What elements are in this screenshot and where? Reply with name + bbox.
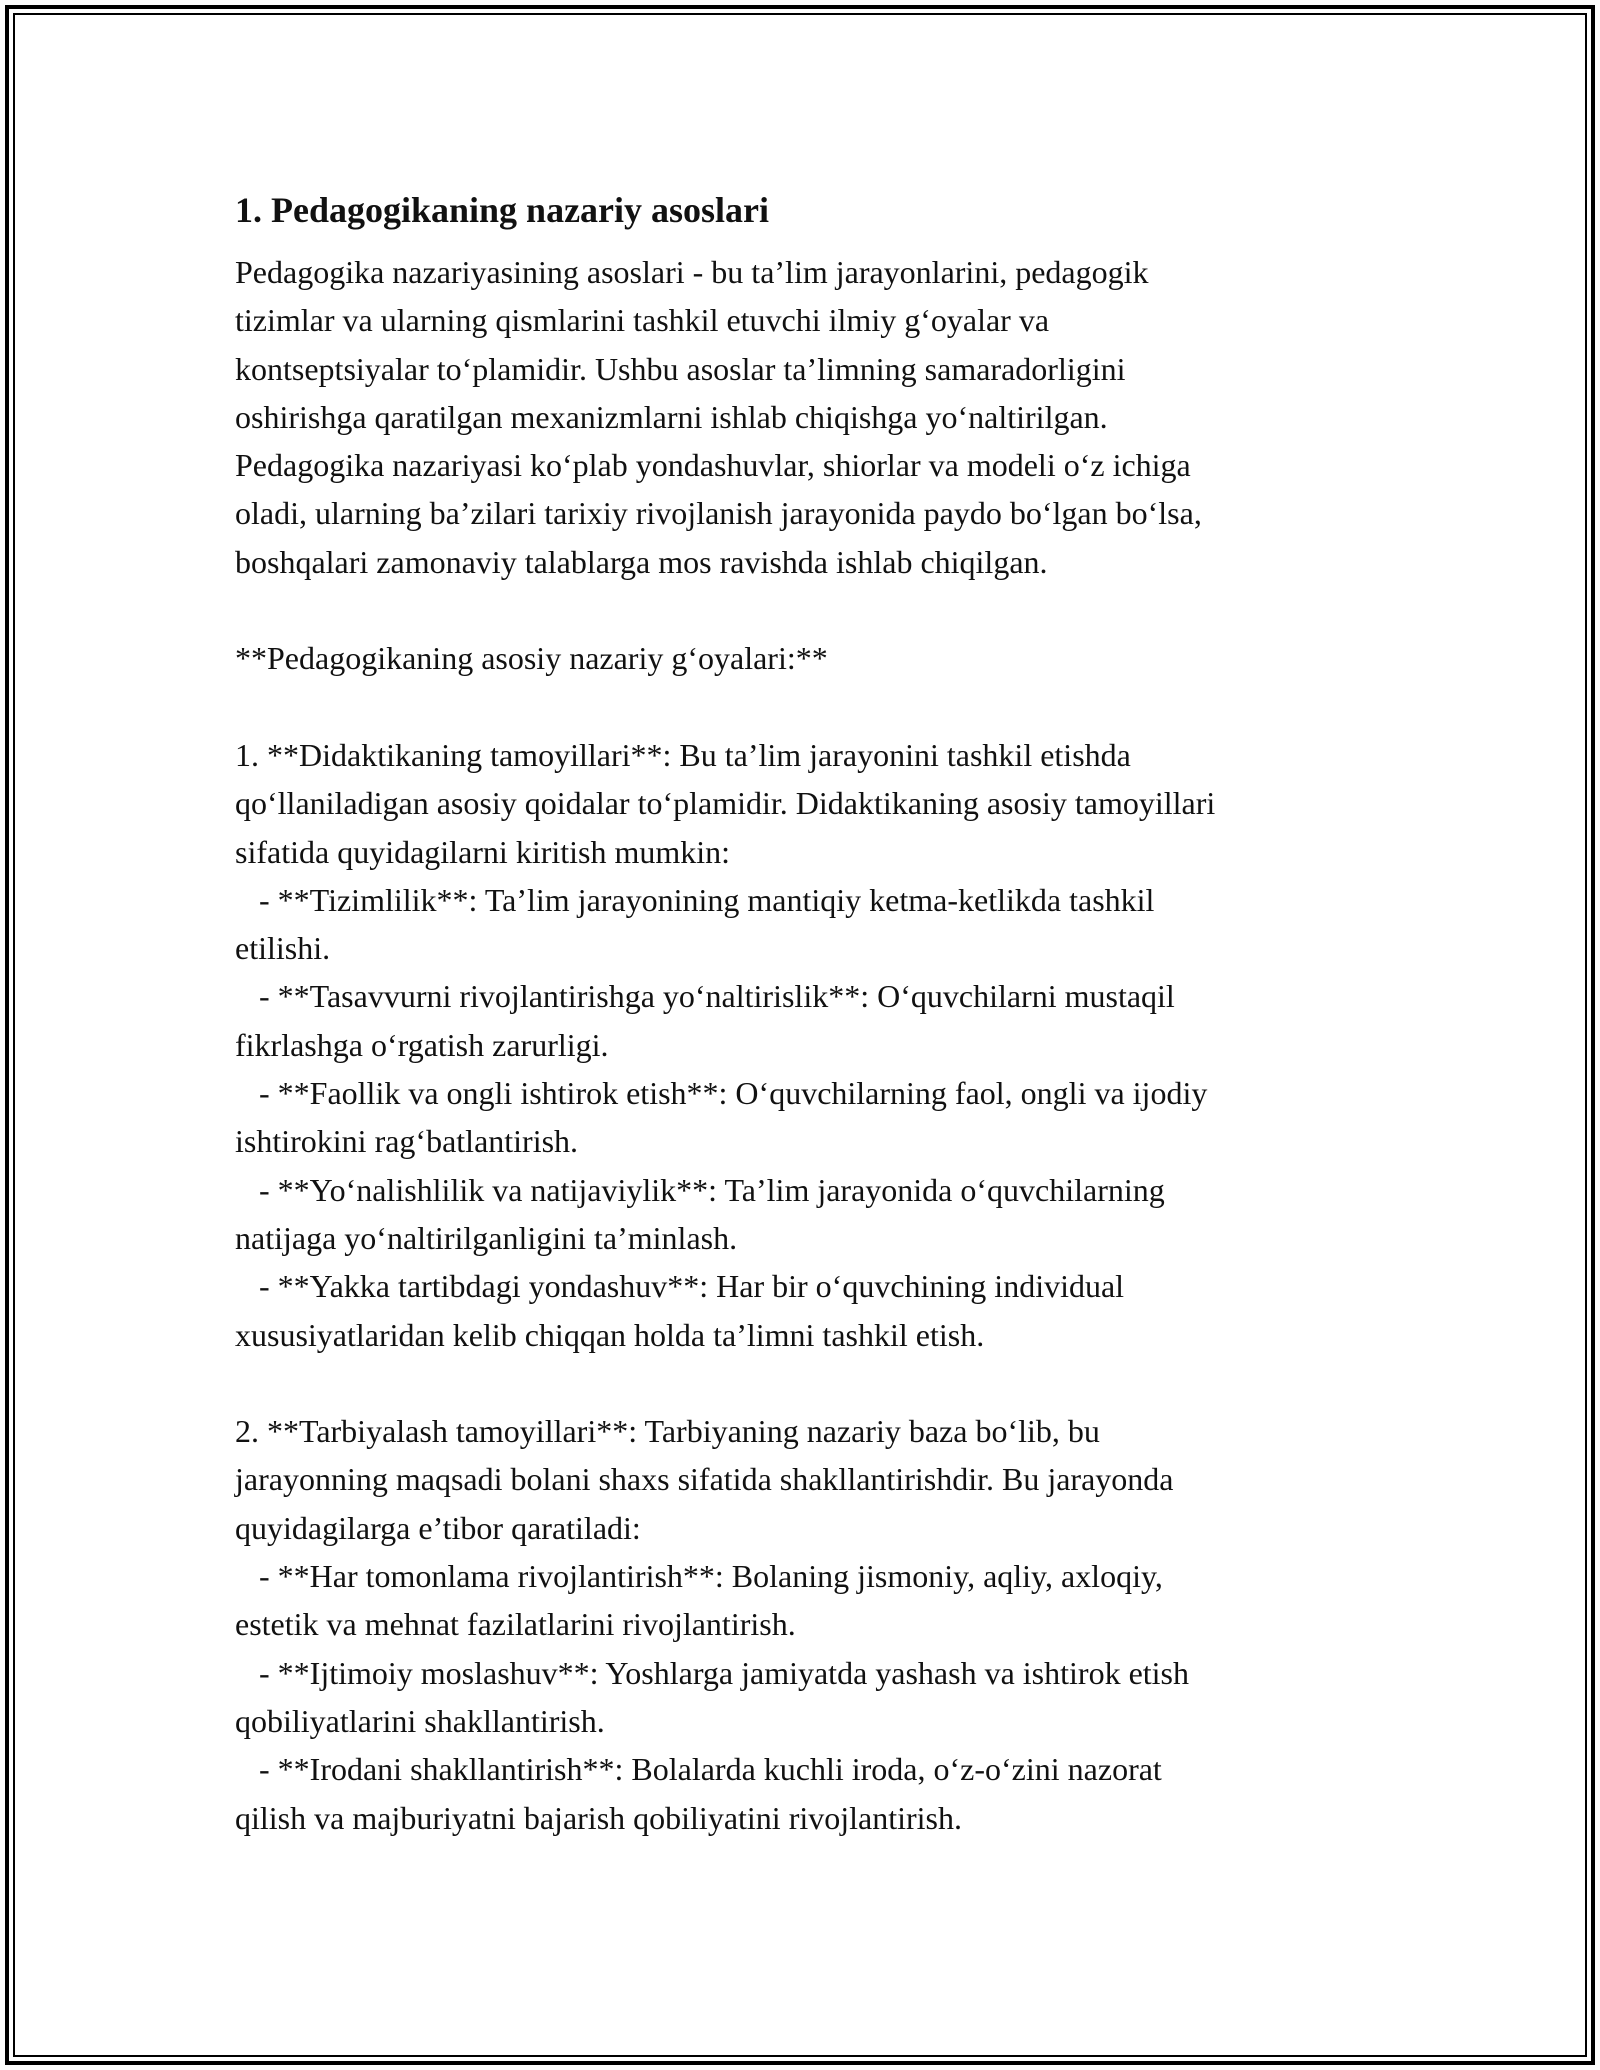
list-item-line: - **Irodani shakllantirish**: Bolalarda kuchli iroda, o‘z-o‘zini nazorat: [235, 1751, 1162, 1788]
text-line: qobiliyatlarini shakllantirish.: [235, 1702, 605, 1739]
text-line: boshqalari zamonaviy talablarga mos ravishda ishlab chiqilgan.: [235, 543, 1048, 580]
text-line: qo‘llaniladigan asosiy qoidalar to‘plamidir. Didaktikaning asosiy tamoyillari: [235, 785, 1216, 822]
text-line: jarayonning maqsadi bolani shaxs sifatida shakllantirishdir. Bu jarayonda: [235, 1461, 1174, 1498]
list-item-line: - **Yo‘nalishlilik va natijaviylik**: Ta’lim jarayonida o‘quvchilarning: [235, 1171, 1165, 1208]
text-line: natijaga yo‘naltirilganligini ta’minlash.: [235, 1219, 738, 1256]
text-line: qilish va majburiyatni bajarish qobiliyatini rivojlantirish.: [235, 1799, 962, 1836]
section-upbringing: [235, 1407, 1375, 1842]
intro-paragraph: [235, 248, 1375, 586]
text-line: Pedagogika nazariyasining asoslari - bu ta’lim jarayonlarini, pedagogik: [235, 254, 1149, 290]
text-line: sifatida quyidagilarni kiritish mumkin:: [235, 833, 731, 870]
list-item-line: - **Yakka tartibdagi yondashuv**: Har bir o‘quvchining individual: [235, 1268, 1125, 1305]
list-item-line: - **Har tomonlama rivojlantirish**: Bolaning jismoniy, aqliy, axloqiy,: [235, 1558, 1163, 1595]
list-item-line: - **Tasavvurni rivojlantirishga yo‘naltirislik**: O‘quvchilarni mustaqil: [235, 978, 1175, 1015]
document-page: [235, 186, 1375, 1842]
text-line: tizimlar va ularning qismlarini tashkil etuvchi ilmiy g‘oyalar va: [235, 302, 1050, 339]
paragraph-spacer: [235, 1359, 1375, 1407]
section-didactics: [235, 731, 1375, 1359]
text-line: estetik va mehnat fazilatlarini rivojlantirish.: [235, 1606, 796, 1643]
text-line: xususiyatlaridan kelib chiqqan holda ta’limni tashkil etish.: [235, 1316, 985, 1353]
text-line: etilishi.: [235, 930, 331, 967]
document-title: 1. Pedagogikaning nazariy asoslari: [235, 190, 770, 230]
text-line: Pedagogika nazariyasi ko‘plab yondashuvlar, shiorlar va modeli o‘z ichiga: [235, 447, 1191, 484]
text-line: 1. **Didaktikaning tamoyillari**: Bu ta’lim jarayonini tashkil etishda: [235, 736, 1131, 773]
paragraph-spacer: [235, 683, 1375, 731]
text-line: oshirishga qaratilgan mexanizmlarni ishlab chiqishga yo‘naltirilgan.: [235, 398, 1108, 435]
text-line: oladi, ularning ba’zilari tarixiy rivojlanish jarayonida paydo bo‘lgan bo‘lsa,: [235, 495, 1202, 532]
text-line: fikrlashga o‘rgatish zarurligi.: [235, 1026, 609, 1063]
list-item-line: - **Ijtimoiy moslashuv**: Yoshlarga jamiyatda yashash va ishtirok etish: [235, 1654, 1189, 1691]
list-item-line: - **Faollik va ongli ishtirok etish**: O‘quvchilarning faol, ongli va ijodiy: [235, 1075, 1208, 1112]
list-item-line: - **Tizimlilik**: Ta’lim jarayonining mantiqiy ketma-ketlikda tashkil: [235, 881, 1155, 918]
text-line: kontseptsiyalar to‘plamidir. Ushbu asoslar ta’limning samaradorligini: [235, 350, 1126, 387]
section-heading: **Pedagogikaning asosiy nazariy g‘oyalari:**: [235, 640, 828, 677]
text-line: quyidagilarga e’tibor qaratiladi:: [235, 1509, 641, 1546]
paragraph-spacer: [235, 586, 1375, 634]
text-line: 2. **Tarbiyalash tamoyillari**: Tarbiyaning nazariy baza bo‘lib, bu: [235, 1413, 1100, 1450]
text-line: ishtirokini rag‘batlantirish.: [235, 1123, 579, 1160]
